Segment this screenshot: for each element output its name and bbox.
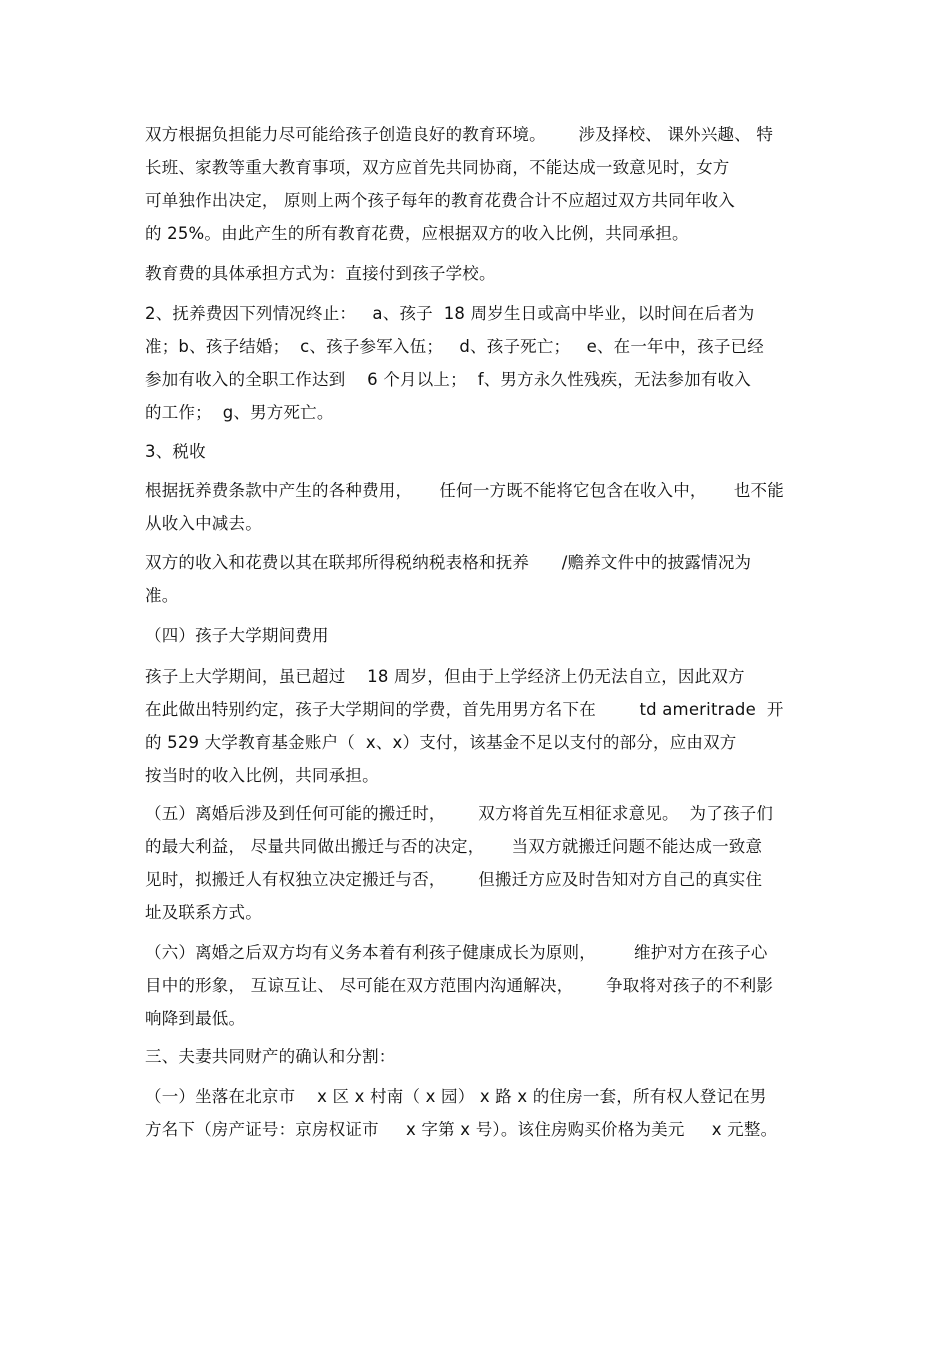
paragraph-college-tuition — [145, 660, 815, 792]
section-heading-joint-property — [145, 1040, 815, 1073]
text-line: 长班、家教等重大教育事项，双方应首先共同协商，不能达成一致意见时，女方 — [145, 158, 730, 177]
text-line: 三、夫妻共同财产的确认和分割： — [145, 1047, 396, 1066]
text-line: （四）孩子大学期间费用 — [145, 626, 329, 645]
text-line: （五）离婚后涉及到任何可能的搬迁时， 双方将首先互相征求意见。 为了孩子们 — [145, 804, 774, 823]
paragraph-education-payment-method — [145, 257, 815, 290]
text-line: 按当时的收入比例，共同承担。 — [145, 766, 379, 785]
text-line: 目中的形象， 互谅互让、 尽可能在双方范围内沟通解决， 争取将对孩子的不利影 — [145, 976, 774, 995]
text-line: 双方根据负担能力尽可能给孩子创造良好的教育环境。 涉及择校、 课外兴趣、 特 — [145, 125, 774, 144]
text-line: 响降到最低。 — [145, 1009, 246, 1028]
text-line: 的 25%。由此产生的所有教育花费，应根据双方的收入比例，共同承担。 — [145, 224, 689, 243]
text-line: 参加有收入的全职工作达到 6 个月以上； f、男方永久性残疾，无法参加有收入 — [145, 370, 751, 389]
text-line: 从收入中减去。 — [145, 514, 262, 533]
section-heading-tax — [145, 435, 815, 468]
text-line: 准；b、孩子结婚； c、孩子参军入伍； d、孩子死亡； e、在一年中，孩子已经 — [145, 337, 764, 356]
text-line: 方名下（房产证号：京房权证市 x 字第 x 号）。该住房购买价格为美元 x 元整。 — [145, 1120, 778, 1139]
text-line: 址及联系方式。 — [145, 903, 262, 922]
text-line: 见时，拟搬迁人有权独立决定搬迁与否， 但搬迁方应及时告知对方自己的真实住 — [145, 870, 763, 889]
text-line: 的最大利益， 尽量共同做出搬迁与否的决定， 当双方就搬迁问题不能达成一致意 — [145, 837, 763, 856]
text-line: 准。 — [145, 586, 179, 605]
paragraph-mutual-respect — [145, 936, 815, 1035]
text-line: 2、抚养费因下列情况终止： a、孩子 18 周岁生日或高中毕业，以时间在后者为 — [145, 304, 755, 323]
text-line: 孩子上大学期间，虽已超过 18 周岁，但由于上学经济上仍无法自立，因此双方 — [145, 667, 745, 686]
section-heading-college-expenses — [145, 619, 815, 652]
paragraph-support-termination — [145, 297, 815, 429]
text-line: 根据抚养费条款中产生的各种费用， 任何一方既不能将它包含在收入中， 也不能 — [145, 481, 784, 500]
paragraph-residence — [145, 1080, 815, 1146]
text-line: 的 529 大学教育基金账户（ x、x）支付，该基金不足以支付的部分，应由双方 — [145, 733, 737, 752]
text-line: 可单独作出决定， 原则上两个孩子每年的教育花费合计不应超过双方共同年收入 — [145, 191, 735, 210]
paragraph-education-environment — [145, 118, 815, 250]
text-line: 教育费的具体承担方式为：直接付到孩子学校。 — [145, 264, 496, 283]
text-line: 在此做出特别约定，孩子大学期间的学费，首先用男方名下在 td ameritrade 开 — [145, 700, 784, 719]
text-line: 的工作； g、男方死亡。 — [145, 403, 334, 422]
paragraph-relocation — [145, 797, 815, 929]
text-line: （六）离婚之后双方均有义务本着有利孩子健康成长为原则， 维护对方在孩子心 — [145, 943, 768, 962]
text-line: （一）坐落在北京市 x 区 x 村南（ x 园） x 路 x 的住房一套，所有权人登记在男 — [145, 1087, 767, 1106]
paragraph-tax-disclosure — [145, 546, 815, 612]
paragraph-tax-expenses — [145, 474, 815, 540]
text-line: 双方的收入和花费以其在联邦所得税纳税表格和抚养 /赡养文件中的披露情况为 — [145, 553, 752, 572]
text-line: 3、税收 — [145, 442, 206, 461]
